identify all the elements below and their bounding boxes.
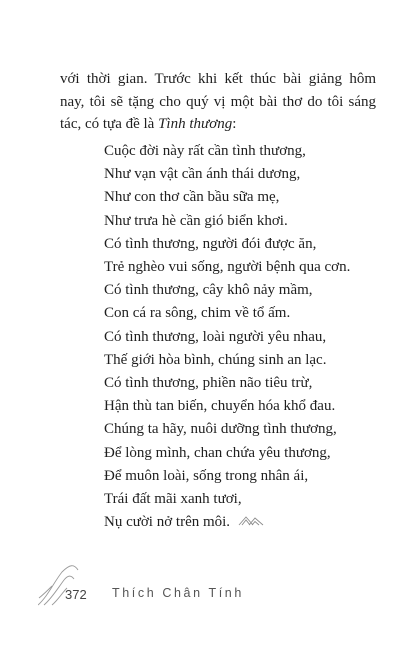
poem-title: Tình thương <box>158 116 233 132</box>
prose-text: : <box>232 116 237 132</box>
poem-verse: Có tình thương, loài người yêu nhau, <box>104 328 327 345</box>
poem-verse: Như trưa hè cần gió biển khơi. <box>104 212 288 229</box>
running-footer-author: Thích Chân Tính <box>112 586 244 600</box>
body-paragraph <box>60 68 376 136</box>
poem-verse: Có tình thương, người đói được ăn, <box>104 235 317 252</box>
prose-line: với thời gian. Trước khi kết thúc bài giảng hôm <box>60 71 376 87</box>
poem-verse: Trẻ nghèo vui sống, người bệnh qua cơn. <box>104 259 351 276</box>
poem-verse: Có tình thương, cây khô nảy mầm, <box>104 282 313 299</box>
poem-verse-text: Nụ cười nở trên môi. <box>104 514 231 531</box>
poem-verse: Chúng ta hãy, nuôi dưỡng tình thương, <box>104 421 337 438</box>
page-number: 372 <box>65 587 87 602</box>
page-footer <box>38 560 338 610</box>
prose-line <box>60 113 376 136</box>
poem-verse: Để lòng mình, chan chứa yêu thương, <box>104 444 331 461</box>
poem-verse: Thế giới hòa bình, chúng sinh an lạc. <box>104 351 327 368</box>
poem <box>104 140 350 535</box>
poem-verse: Để muôn loài, sống trong nhân ái, <box>104 467 309 484</box>
poem-verse: Có tình thương, phiền não tiêu trừ, <box>104 375 313 392</box>
prose-text: tác, có tựa đề là <box>60 116 159 132</box>
poem-verse: Cuộc đời này rất cần tình thương, <box>104 143 306 159</box>
mountain-ornament-icon <box>238 511 264 534</box>
poem-verse: Con cá ra sông, chim về tổ ấm. <box>104 305 291 322</box>
mountain-ornament-icon <box>38 560 118 611</box>
poem-verse: Hận thù tan biến, chuyển hóa khổ đau. <box>104 398 336 415</box>
poem-verse-last <box>104 511 350 534</box>
poem-verse: Trái đất mãi xanh tươi, <box>104 491 242 508</box>
poem-verse: Như vạn vật cần ánh thái dương, <box>104 166 301 183</box>
prose-line: nay, tôi sẽ tặng cho quý vị một bài thơ do tôi sáng <box>60 93 376 110</box>
poem-verse: Như con thơ cần bầu sữa mẹ, <box>104 189 280 206</box>
